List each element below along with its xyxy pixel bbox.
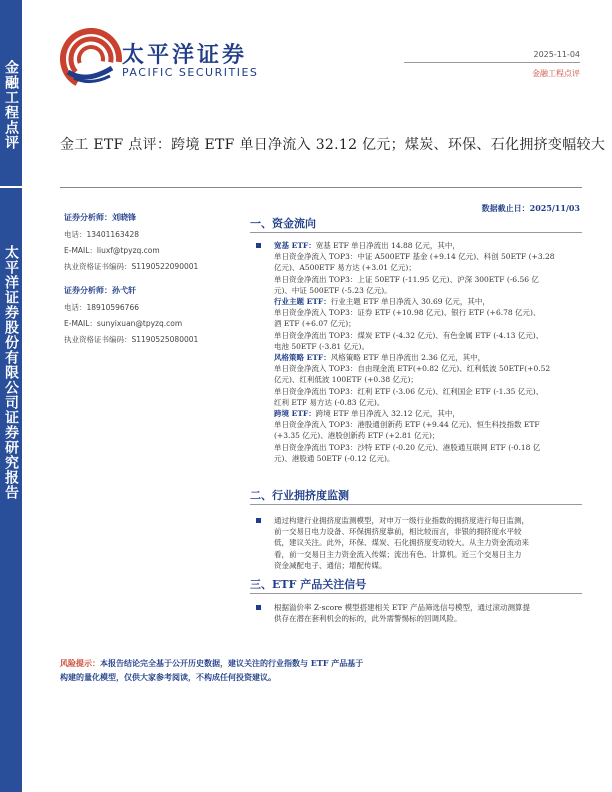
style-etf-inflow: 单日资金净流入 TOP3：自由现金流 ETF(+0.82 亿元)、红利低波 50ETF(+0.52 xyxy=(274,364,551,374)
broad-etf-outflow-cont: 元)、中证 500ETF (-5.23 亿元)。 xyxy=(274,285,392,295)
signal-paragraph: 根据溢价率 Z-score 模型搭建相关 ETF 产品筛选信号模型，通过滚动测算提 xyxy=(256,602,582,613)
section-3-rule xyxy=(250,593,582,594)
report-title: 金工 ETF 点评：跨境 ETF 单日净流入 32.12 亿元；煤炭、环保、石化拥挤变幅较大 xyxy=(60,137,606,153)
analyst-license: 执业资格证书编码：S1190522090001 xyxy=(64,262,199,271)
theme-etf-paragraph: 行业主题 ETF：行业主题 ETF 单日净流入 30.69 亿元，其中， xyxy=(274,297,490,307)
crowding-line: 低，建议关注。此外，环保、煤炭、石化拥挤度变动较大。从主力资金流动来 xyxy=(274,538,529,548)
theme-etf-inflow: 单日资金净流入 TOP3：证券 ETF (+10.98 亿元)、银行 ETF (+6.78 亿元)、 xyxy=(274,308,541,318)
section-2-title: 二、行业拥挤度监测 xyxy=(250,489,349,502)
analyst-email: E-MAIL：sunyixuan@tpyzq.com xyxy=(64,319,183,328)
left-sidebar xyxy=(0,0,22,792)
analyst-phone: 电话：18910596766 xyxy=(64,303,139,312)
bullet-square-icon xyxy=(256,518,261,523)
crowding-line: 资金减配电子、通信；增配传媒。 xyxy=(274,560,387,570)
report-date: 2025-11-04 xyxy=(533,50,580,59)
cross-etf-inflow-cont: (+3.35 亿元)、港股创新药 ETF (+2.81 亿元)； xyxy=(274,431,440,441)
style-etf-inflow-cont: 亿元)、红利低波 100ETF (+0.38 亿元)； xyxy=(274,375,418,385)
title-rule xyxy=(60,187,582,188)
broad-etf-inflow: 单日资金净流入 TOP3：中证 A500ETF 基金 (+9.14 亿元)、科创 50ETF (+3.28 xyxy=(274,252,555,262)
style-etf-outflow-cont: 红利 ETF 易方达 (-0.83 亿元)。 xyxy=(274,397,385,407)
broad-etf-inflow-cont: 亿元)、A500ETF 易方达 (+3.01 亿元)； xyxy=(274,263,416,273)
section-1-title: 一、资金流向 xyxy=(250,217,316,230)
analyst-email: E-MAIL：liuxf@tpyzq.com xyxy=(64,246,160,255)
theme-etf-inflow-cont: 酒 ETF (+6.07 亿元)； xyxy=(274,319,356,329)
broad-etf-outflow: 单日资金净流出 TOP3：上证 50ETF (-11.95 亿元)、沪深 300ETF (-6.56 亿 xyxy=(274,274,539,284)
fund-flow-content xyxy=(256,240,582,464)
style-etf-label: 风格策略 ETF： xyxy=(274,353,331,363)
section-3-title: 三、ETF 产品关注信号 xyxy=(250,578,367,591)
broad-etf-paragraph: 宽基 ETF：宽基 ETF 单日净流出 14.88 亿元，其中， xyxy=(256,240,582,251)
risk-label: 风险提示： xyxy=(60,658,100,668)
signal-line: 供存在潜在套利机会的标的，此外需警惕标的回调风险。 xyxy=(274,614,462,624)
analyst-name: 证券分析师：刘晓锋 xyxy=(64,212,136,222)
brand-name-en: PACIFIC SECURITIES xyxy=(122,66,259,79)
crowding-line: 看，前一交易日主力资金流入传媒；流出有色、计算机。近三个交易日主力 xyxy=(274,549,522,559)
cross-etf-label: 跨境 ETF： xyxy=(274,409,316,419)
bullet-square-icon xyxy=(256,243,261,248)
broad-etf-label: 宽基 ETF： xyxy=(274,241,316,250)
style-etf-paragraph: 风格策略 ETF：风格策略 ETF 单日净流出 2.36 亿元，其中， xyxy=(274,353,486,363)
analyst-license: 执业资格证书编码：S1190525080001 xyxy=(64,335,199,344)
crowding-content xyxy=(256,515,582,571)
pacific-securities-logo-icon xyxy=(60,28,122,90)
crowding-paragraph: 通过构建行业拥挤度监测模型，对申万一级行业指数的拥挤度进行每日监测， xyxy=(256,515,582,526)
cross-etf-outflow: 单日资金净流出 TOP3：沙特 ETF (-0.20 亿元)、港股通互联网 ETF (-0.18 亿 xyxy=(274,442,541,452)
sidebar-report-type: 金融工程点评 xyxy=(3,60,19,150)
theme-etf-outflow: 单日资金净流出 TOP3：煤炭 ETF (-4.32 亿元)、有色金属 ETF (-4.13 亿元)、 xyxy=(274,330,544,340)
theme-etf-label: 行业主题 ETF： xyxy=(274,297,331,307)
crowding-line: 前一交易日电力设备、环保拥挤度靠前，相比较而言，非银的拥挤度水平较 xyxy=(274,527,522,537)
signal-content xyxy=(256,602,582,624)
analyst-block-1 xyxy=(64,212,198,277)
analyst-phone: 电话：13401163428 xyxy=(64,230,139,239)
brand-name-cn: 太平洋证券 xyxy=(122,43,248,68)
bullet-square-icon xyxy=(256,605,261,610)
cross-etf-paragraph: 跨境 ETF：跨境 ETF 单日净流入 32.12 亿元，其中， xyxy=(274,409,460,419)
style-etf-outflow: 单日资金净流出 TOP3：红利 ETF (-3.06 亿元)、红利国企 ETF (-1.35 亿元)、 xyxy=(274,386,544,396)
section-2-rule xyxy=(250,504,582,505)
cross-etf-inflow: 单日资金净流入 TOP3：港股通创新药 ETF (+9.44 亿元)、恒生科技指数 ETF xyxy=(274,420,540,430)
cross-etf-outflow-cont: 元)、港股通 50ETF (-0.12 亿元)。 xyxy=(274,453,395,463)
analyst-name: 证券分析师：孙弋轩 xyxy=(64,285,136,295)
sidebar-company-text: 太平洋证券股份有限公司证券研究报告 xyxy=(3,245,19,500)
risk-text: 构建的量化模型，仅供大家参考阅读，不构成任何投资建议。 xyxy=(60,672,276,682)
data-cutoff-date: 数据截止日：2025/11/03 xyxy=(481,203,580,213)
section-1-rule xyxy=(250,232,582,233)
theme-etf-outflow-cont: 电池 50ETF (-3.81 亿元)。 xyxy=(274,341,369,351)
analyst-block-2 xyxy=(64,285,198,350)
sidebar-divider xyxy=(0,186,22,188)
header-rule xyxy=(404,62,580,63)
risk-warning: 风险提示：本报告结论完全基于公开历史数据，建议关注的行业指数与 ETF 产品基于 构建的量化模型，仅供大家参考阅读，不构成任何投资建议。 xyxy=(60,656,582,684)
report-type-label: 金融工程点评 xyxy=(532,69,580,78)
